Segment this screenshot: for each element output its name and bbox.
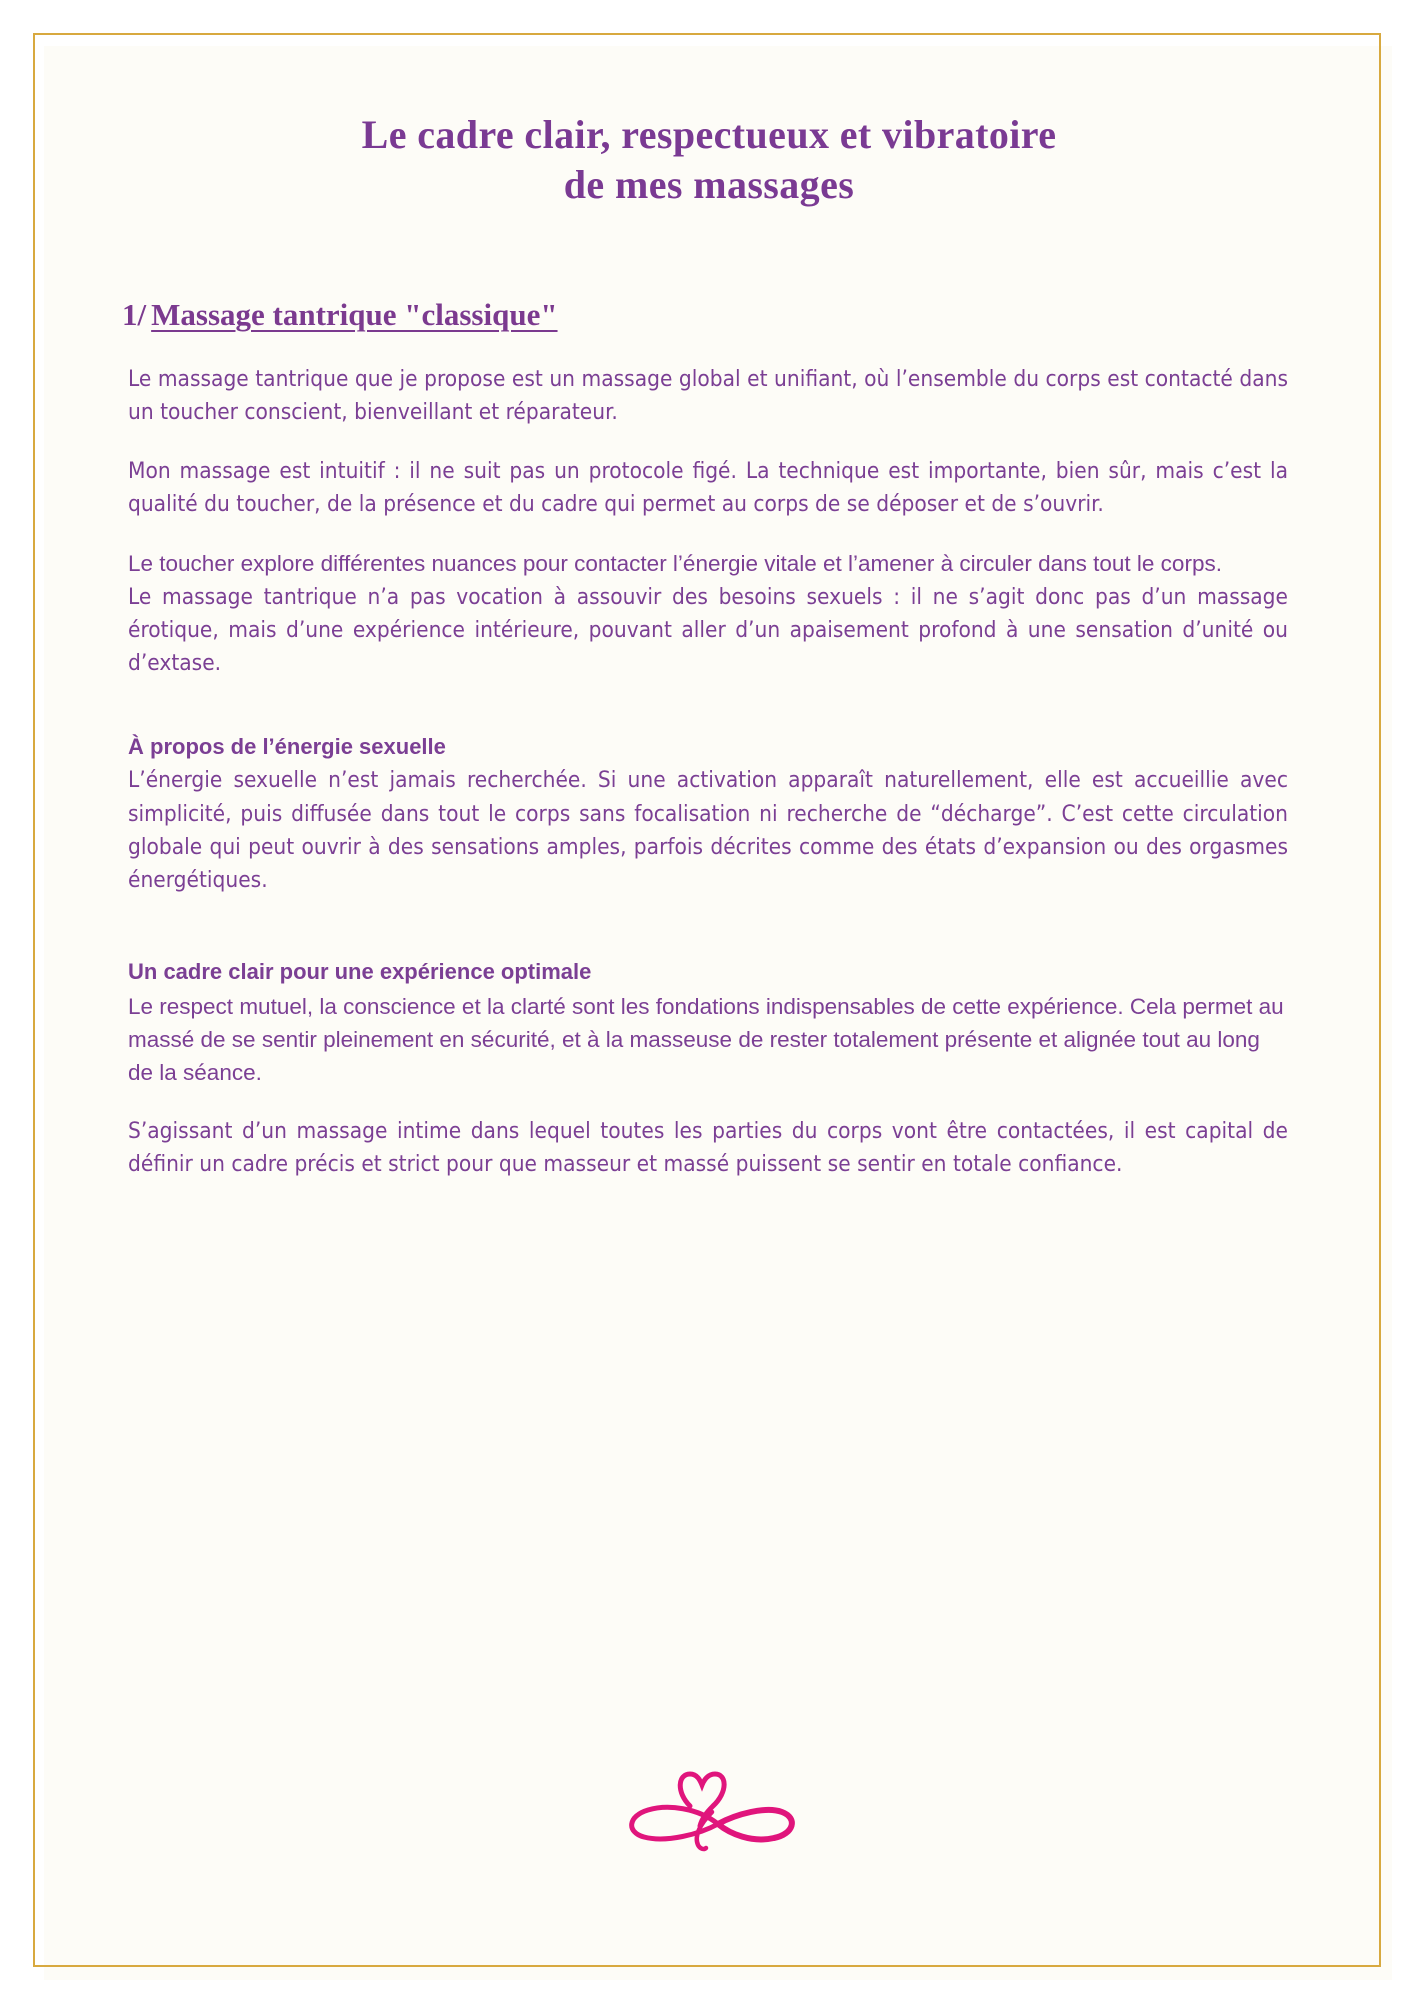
paragraph-touch-nuances: Le toucher explore différentes nuances pour contacter l’énergie vitale et l’amener à circuler dans tout le corps. [128, 551, 1222, 577]
footer-ornament [44, 1748, 1374, 1858]
paragraph-intimate-massage: S’agissant d’un massage intime dans lequel toutes les parties du corps vont être contactées, il est capital de définir un cadre précis et strict pour que masseur et massé puissent se sentir en totale confiance. [128, 1117, 1288, 1177]
spacer [128, 706, 1288, 732]
page-title-line-2: de mes massages [563, 162, 855, 207]
subheading-clear-frame: Un cadre clair pour une expérience optimale [128, 958, 592, 984]
paragraph-not-erotic: Le massage tantrique n’a pas vocation à assouvir des besoins sexuels : il ne s’agit donc pas d’un massage érotique, mais d’une expérience intérieure, pouvant aller d’un apaisement profond à une sensation d’unité ou d’extase. [128, 583, 1288, 676]
paragraph-intro: Le massage tantrique que je propose est un massage global et unifiant, où l’ensemble du corps est contacté dans un toucher conscient, bienveillant et réparateur. [128, 366, 1288, 426]
subheading-sexual-energy: À propos de l’énergie sexuelle [128, 733, 446, 759]
page-title [44, 46, 1374, 210]
spacer [128, 923, 1288, 957]
heart-infinity-flourish-icon [614, 1748, 804, 1858]
section-title: Massage tantrique "classique" [151, 297, 558, 332]
section-heading [44, 210, 1374, 333]
paragraph-intuitive: Mon massage est intuitif : il ne suit pas un protocole figé. La technique est importante, bien sûr, mais c’est la qualité du toucher, de la présence et du cadre qui permet au corps de se déposer et de s’ouvrir. [128, 458, 1288, 518]
document-content [44, 46, 1374, 1976]
paragraph-mutual-respect: Le respect mutuel, la conscience et la clarté sont les fondations indispensables de cette expérience. Cela permet au massé de se sentir pleinement en sécurité, et à la masseuse de rester totalement présente et alignée tout au long de la séance. [128, 993, 1284, 1085]
body-copy [44, 333, 1374, 1181]
page-title-line-1: Le cadre clair, respectueux et vibratoire [361, 112, 1057, 157]
section-number: 1/ [122, 297, 147, 332]
paragraph-sexual-energy: L’énergie sexuelle n’est jamais recherchée. Si une activation apparaît naturellement, elle est accueillie avec simplicité, puis diffusée dans tout le corps sans focalisation ni recherche de “décharge”. C’est cette circulation globale qui peut ouvrir à des sensations amples, parfois décrites comme des états d’expansion ou des orgasmes énergétiques. [128, 767, 1288, 893]
